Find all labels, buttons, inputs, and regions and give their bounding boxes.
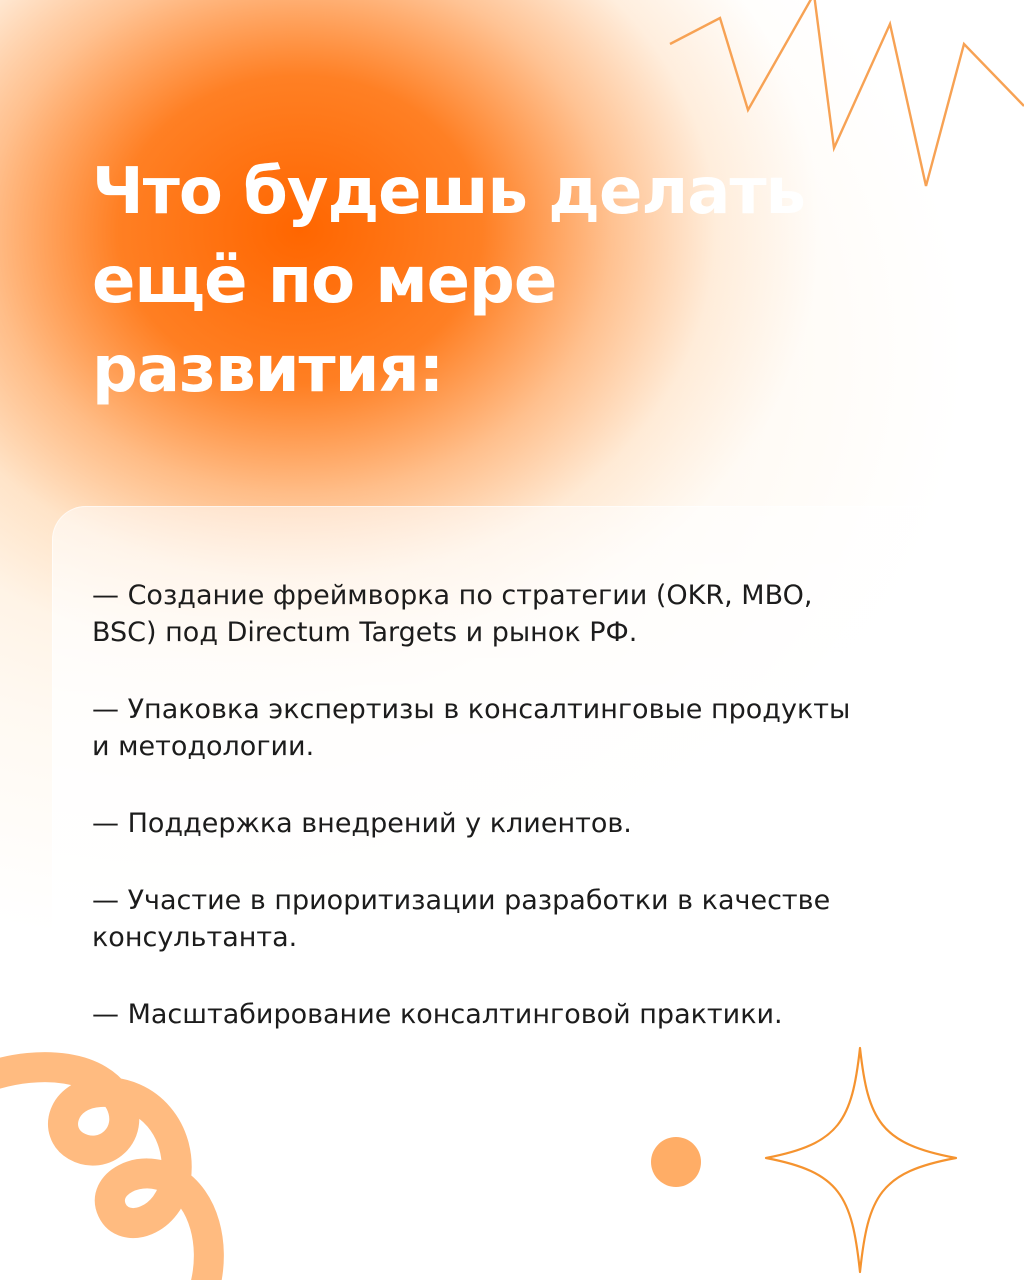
list-item-line: — Участие в приоритизации разработки в качестве: [92, 885, 831, 916]
swirl-icon: [0, 1050, 240, 1280]
list-item: [92, 577, 892, 651]
title-line: ещё по мере: [92, 244, 557, 318]
list-item: [92, 691, 892, 765]
list-item: [92, 882, 892, 956]
title-line: Что будешь делать: [92, 155, 805, 229]
list-item-line: — Масштабирование консалтинговой практики.: [92, 999, 783, 1030]
dot-icon: [650, 1136, 702, 1188]
sparkle-star-icon: [760, 1040, 980, 1280]
list-item-line: и методологии.: [92, 731, 315, 762]
page-title: [92, 148, 912, 415]
list-item-line: — Поддержка внедрений у клиентов.: [92, 808, 632, 839]
list-item-line: — Создание фреймворка по стратегии (OKR, MBO,: [92, 580, 813, 611]
list-item-line: BSC) под Directum Targets и рынок РФ.: [92, 617, 638, 648]
list-item: [92, 805, 892, 842]
list-item-line: консультанта.: [92, 922, 298, 953]
list-item-line: — Упаковка экспертизы в консалтинговые продукты: [92, 694, 851, 725]
title-line: развития:: [92, 333, 444, 407]
task-list: [92, 577, 892, 1073]
list-item: [92, 996, 892, 1033]
